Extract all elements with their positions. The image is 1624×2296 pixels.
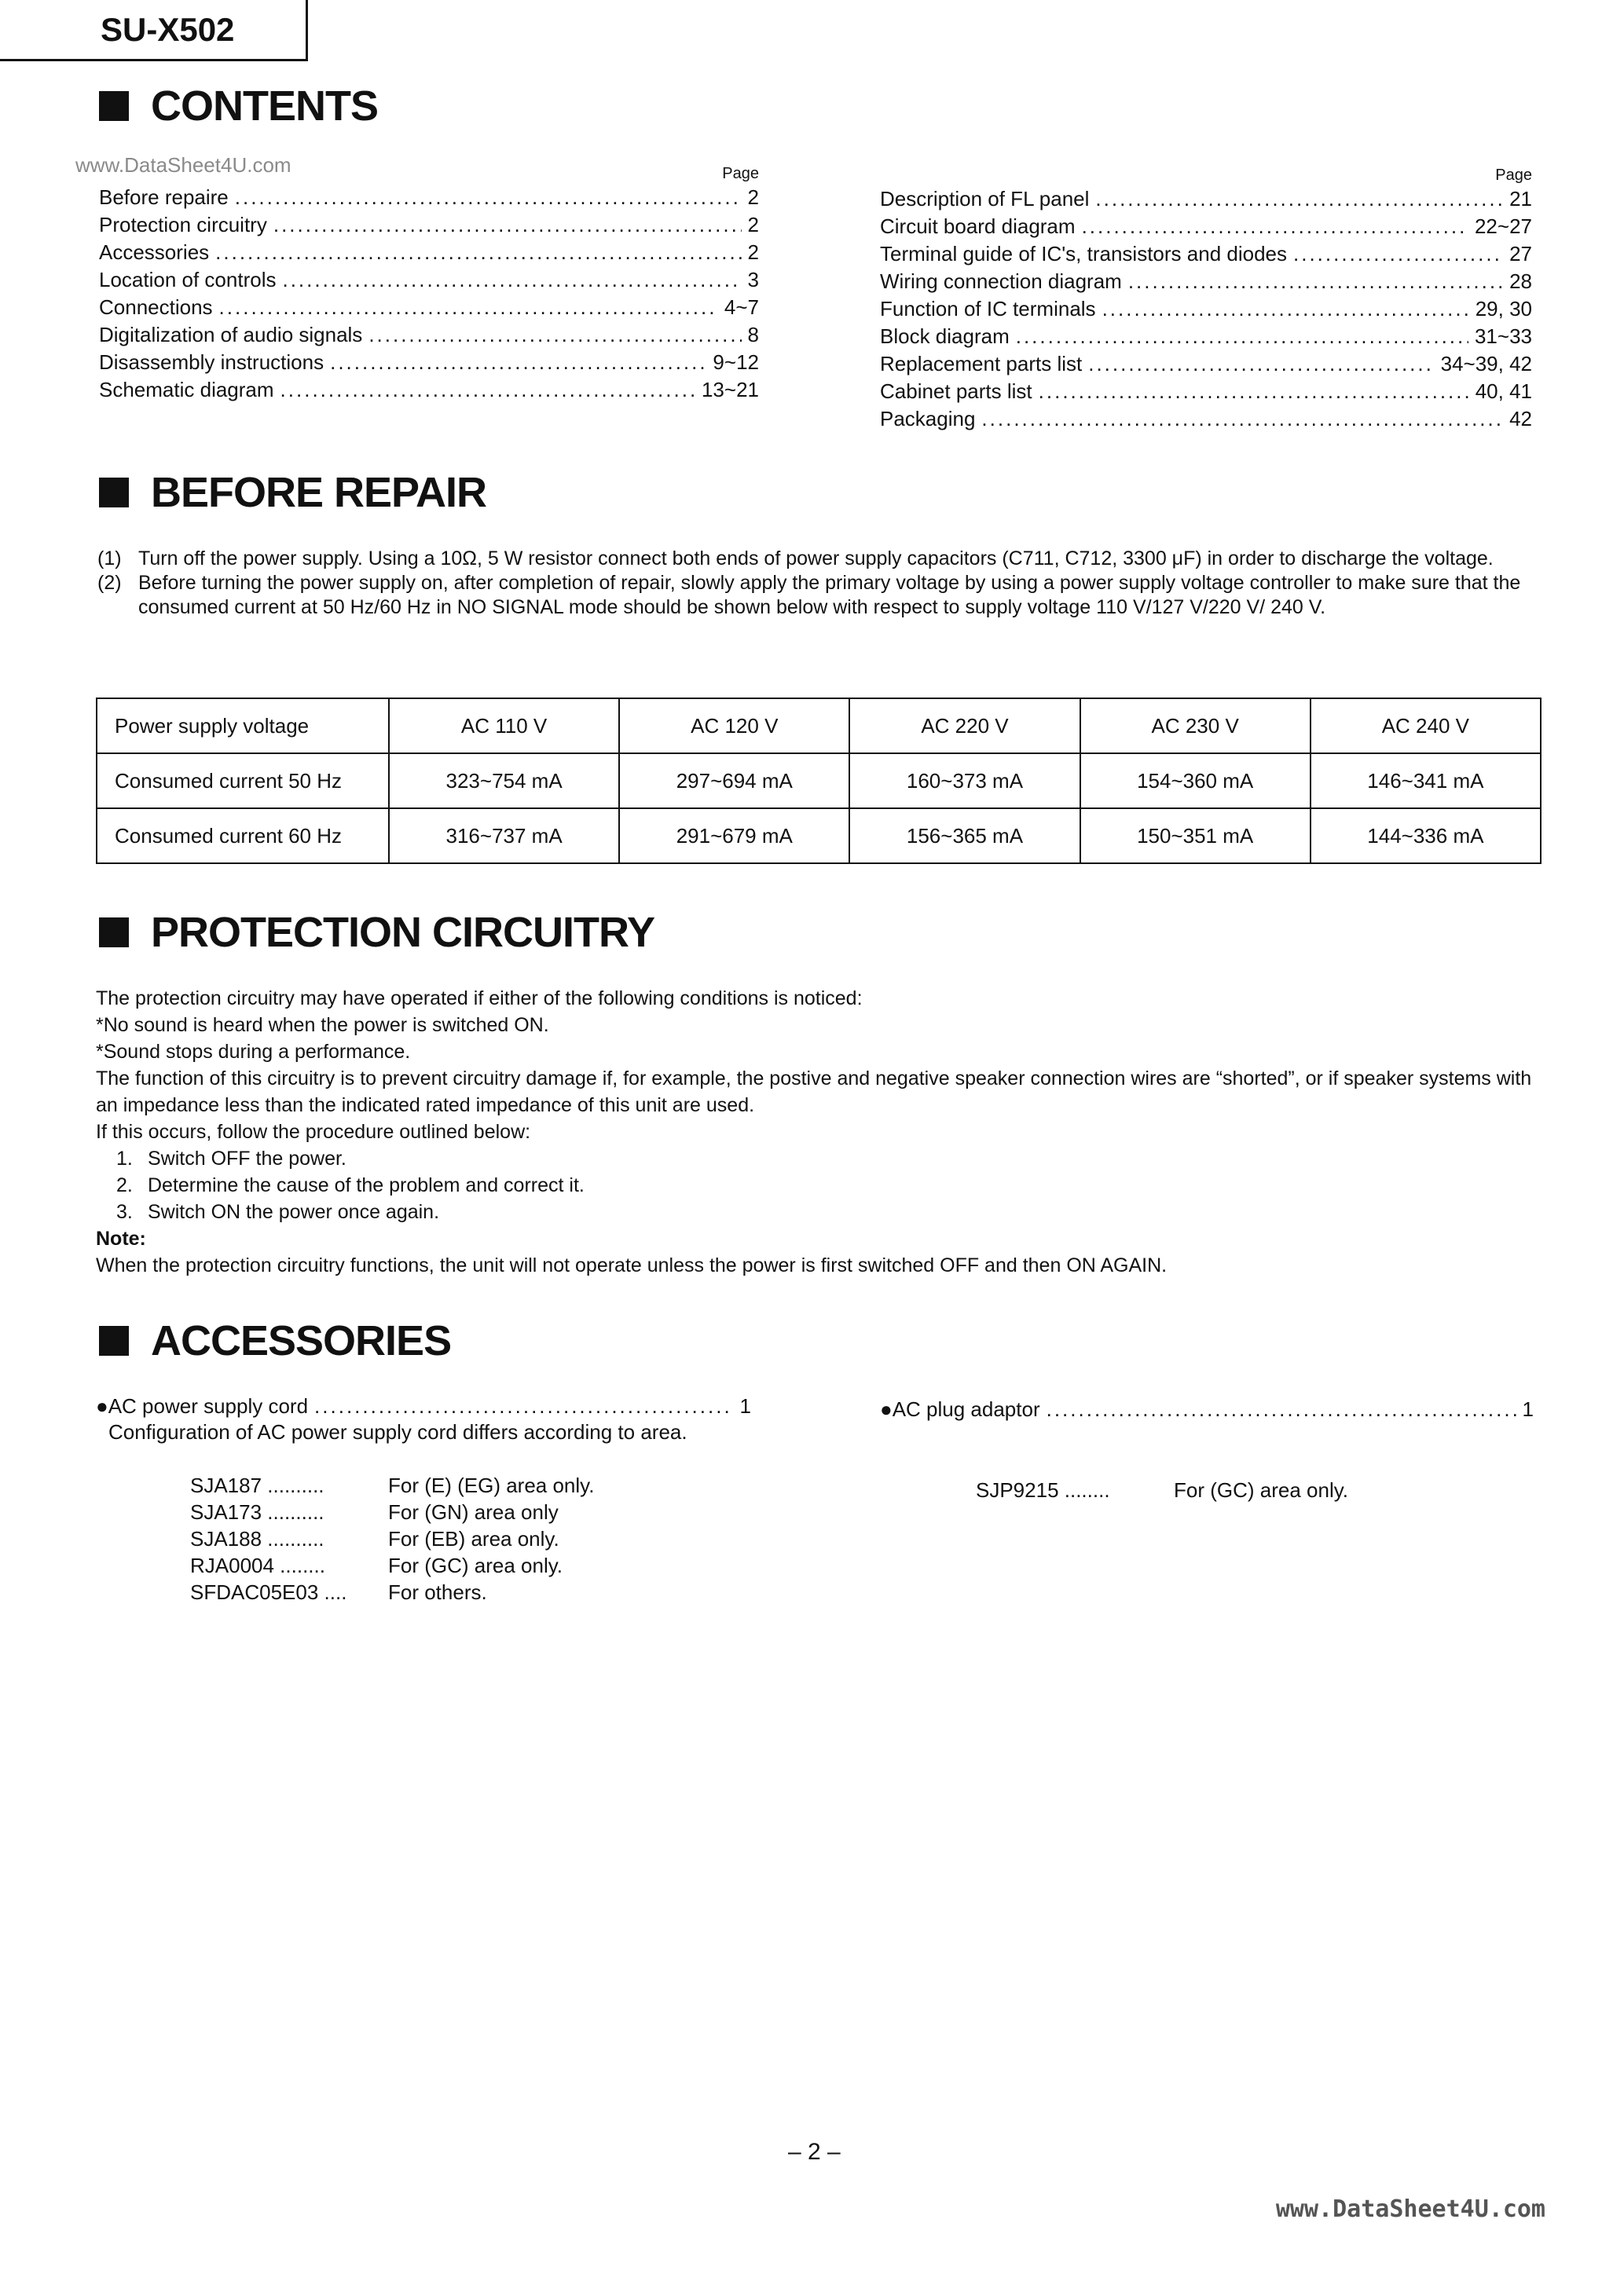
toc-entry-page: 31~33 [1474, 324, 1532, 348]
table-row-header: Power supply voltage [97, 698, 389, 753]
accessory-label: ●AC plug adaptor [880, 1397, 1040, 1421]
toc-entry [99, 185, 759, 213]
accessory-qty: 1 [739, 1394, 751, 1418]
page-number: – 2 – [788, 2139, 841, 2165]
toc-entry-title: Terminal guide of IC's, transistors and diodes [880, 242, 1287, 265]
accessory-label: ●AC power supply cord [96, 1394, 309, 1418]
table-row-header: Consumed current 50 Hz [97, 753, 389, 808]
table-cell: AC 120 V [619, 698, 849, 753]
table-cell: AC 240 V [1311, 698, 1541, 753]
toc-entry-page: 13~21 [701, 378, 759, 401]
heading-square-icon [99, 917, 129, 947]
watermark-bottom: www.DataSheet4U.com [1275, 2195, 1545, 2223]
toc-entry-page: 2 [747, 185, 759, 209]
contents-title: CONTENTS [151, 82, 378, 130]
protection-intro: The protection circuitry may have operated if either of the following conditions is noticed: [96, 987, 863, 1009]
protection-condition: *No sound is heard when the power is switched ON. [96, 1014, 549, 1036]
heading-square-icon [99, 478, 129, 507]
table-cell: 316~737 mA [389, 808, 619, 863]
toc-entry [99, 323, 759, 350]
table-cell: 144~336 mA [1311, 808, 1541, 863]
part-code: SJA187 .......... [190, 1474, 324, 1497]
before-repair-title: BEFORE REPAIR [151, 469, 487, 516]
plug-code-list [976, 1477, 1348, 1503]
part-code: SJP9215 ........ [976, 1478, 1110, 1502]
toc-leader [981, 407, 1503, 431]
table-cell: 150~351 mA [1080, 808, 1311, 863]
toc-entry-page: 28 [1509, 269, 1532, 293]
toc-leader [1088, 352, 1434, 376]
toc-entry [880, 407, 1532, 434]
table-cell: AC 220 V [849, 698, 1080, 753]
area-text: For (E) (EG) area only. [388, 1474, 595, 1497]
table-cell: 156~365 mA [849, 808, 1080, 863]
accessory-qty: 1 [1522, 1397, 1534, 1421]
cord-note: Configuration of AC power supply cord differs according to area. [108, 1420, 687, 1444]
toc-leader [280, 378, 695, 402]
procedure-step [96, 1199, 1545, 1225]
toc-leader [330, 350, 706, 375]
step-text: Determine the cause of the problem and correct it. [148, 1174, 585, 1196]
toc-entry-title: Function of IC terminals [880, 297, 1096, 320]
toc-leader [1082, 214, 1468, 239]
toc-entry-title: Circuit board diagram [880, 214, 1076, 238]
toc-entry-page: 29, 30 [1475, 297, 1532, 320]
accessory-leader [314, 1394, 733, 1419]
accessories-heading [99, 1316, 451, 1365]
toc-entry-page: 9~12 [713, 350, 759, 374]
instruction-number: (1) [97, 547, 122, 569]
note-text: When the protection circuitry functions, the unit will not operate unless the power is first switched OFF and then ON AGAIN. [96, 1254, 1168, 1276]
toc-entry [99, 268, 759, 295]
note-label: Note: [96, 1228, 146, 1250]
toc-page-label: Page [722, 165, 759, 182]
step-number: 2. [116, 1174, 133, 1196]
toc-entry [880, 269, 1532, 297]
toc-leader [1039, 379, 1469, 404]
list-item [190, 1552, 594, 1579]
toc-leader [1016, 324, 1468, 349]
toc-entry-title: Wiring connection diagram [880, 269, 1122, 293]
toc-entry [99, 213, 759, 240]
step-number: 3. [116, 1201, 133, 1223]
step-number: 1. [116, 1148, 133, 1170]
table-cell: AC 230 V [1080, 698, 1311, 753]
table-cell: 146~341 mA [1311, 753, 1541, 808]
heading-square-icon [99, 1326, 129, 1356]
toc-entry [880, 324, 1532, 352]
toc-entry [99, 295, 759, 323]
toc-entry [99, 378, 759, 405]
toc-entry-page: 27 [1509, 242, 1532, 265]
model-number: SU-X502 [101, 11, 235, 48]
area-text: For (GC) area only. [1174, 1478, 1349, 1502]
toc-entry-title: Connections [99, 295, 213, 319]
toc-entry [99, 240, 759, 268]
accessories-title: ACCESSORIES [151, 1317, 452, 1364]
consumed-current-table [96, 698, 1542, 864]
procedure-step [96, 1172, 1545, 1199]
part-code: RJA0004 ........ [190, 1554, 325, 1577]
table-row [97, 753, 1541, 808]
table-row-header: Consumed current 60 Hz [97, 808, 389, 863]
protection-heading [99, 908, 654, 957]
toc-leader [282, 268, 741, 292]
toc-entry-page: 3 [747, 268, 759, 291]
instruction-text: Before turning the power supply on, after completion of repair, slowly apply the primary voltage by using a power supply voltage controller to make sure that the consumed current at 50 Hz/60 Hz in NO SIGNAL mode should be shown below with respect to supply voltage 110 V/127 V/220 V/ 240 V. [138, 572, 1521, 618]
toc-entry-page: 2 [747, 213, 759, 236]
toc-entry-title: Replacement parts list [880, 352, 1083, 375]
list-item [976, 1477, 1348, 1503]
table-cell: 154~360 mA [1080, 753, 1311, 808]
instruction-text: Turn off the power supply. Using a 10Ω, 5 W resistor connect both ends of power supply capacitors (C711, C712, 3300 μF) in order to discharge the voltage. [138, 547, 1494, 569]
toc-leader [1293, 242, 1503, 266]
area-text: For (EB) area only. [388, 1527, 559, 1551]
table-cell: AC 110 V [389, 698, 619, 753]
model-tab [0, 0, 308, 61]
toc-leader [219, 295, 718, 320]
list-item [190, 1499, 594, 1525]
accessory-ac-cord [96, 1394, 751, 1419]
cord-code-list [190, 1472, 594, 1606]
step-text: Switch ON the power once again. [148, 1201, 440, 1223]
table-cell: 297~694 mA [619, 753, 849, 808]
toc-entry-title: Cabinet parts list [880, 379, 1032, 403]
part-code: SJA173 .......... [190, 1500, 324, 1524]
watermark-top: www.DataSheet4U.com [75, 153, 291, 177]
before-repair-instructions [97, 547, 1543, 620]
toc-leader [273, 213, 742, 237]
table-cell: 323~754 mA [389, 753, 619, 808]
table-cell: 160~373 mA [849, 753, 1080, 808]
procedure-step [96, 1145, 1545, 1172]
toc-right-column [880, 167, 1532, 434]
toc-entry-page: 40, 41 [1475, 379, 1532, 403]
toc-entry [880, 242, 1532, 269]
toc-entry-title: Packaging [880, 407, 976, 430]
toc-entry-title: Digitalization of audio signals [99, 323, 363, 346]
toc-entry-title: Location of controls [99, 268, 277, 291]
accessory-plug-adaptor [880, 1397, 1534, 1422]
toc-entry-title: Disassembly instructions [99, 350, 324, 374]
protection-condition: *Sound stops during a performance. [96, 1041, 411, 1063]
toc-entry-page: 4~7 [724, 295, 759, 319]
protection-title: PROTECTION CIRCUITRY [151, 909, 654, 956]
protection-function-text: The function of this circuitry is to prevent circuitry damage if, for example, the postive and negative speaker connection wires are “shorted”, or if speaker systems with an impedance less than the indicated rated impedance of this unit are used. [96, 1067, 1532, 1116]
table-row [97, 808, 1541, 863]
toc-leader [1095, 187, 1503, 211]
toc-leader [215, 240, 741, 265]
toc-entry-page: 22~27 [1474, 214, 1532, 238]
toc-entry-page: 8 [747, 323, 759, 346]
toc-entry-title: Block diagram [880, 324, 1010, 348]
table-row [97, 698, 1541, 753]
protection-body [96, 985, 1545, 1279]
toc-entry [99, 350, 759, 378]
toc-entry-page: 42 [1509, 407, 1532, 430]
instruction-item [97, 547, 1543, 571]
accessory-leader [1047, 1397, 1516, 1422]
table-cell: 291~679 mA [619, 808, 849, 863]
instruction-item [97, 571, 1543, 620]
toc-entry-page: 2 [747, 240, 759, 264]
part-code: SJA188 .......... [190, 1527, 324, 1551]
instruction-number: (2) [97, 572, 122, 594]
toc-entry-title: Protection circuitry [99, 213, 267, 236]
toc-page-label: Page [1495, 167, 1532, 184]
toc-entry [880, 187, 1532, 214]
list-item [190, 1472, 594, 1499]
area-text: For (GN) area only [388, 1500, 559, 1524]
toc-entry-page: 21 [1509, 187, 1532, 211]
toc-entry-title: Schematic diagram [99, 378, 274, 401]
area-text: For others. [388, 1580, 487, 1604]
toc-entry-title: Accessories [99, 240, 210, 264]
list-item [190, 1579, 594, 1606]
step-text: Switch OFF the power. [148, 1148, 346, 1170]
before-repair-heading [99, 468, 486, 517]
toc-entry [880, 352, 1532, 379]
toc-entry-page: 34~39, 42 [1440, 352, 1532, 375]
toc-left-column [99, 165, 759, 405]
toc-entry-title: Description of FL panel [880, 187, 1090, 211]
toc-entry [880, 214, 1532, 242]
toc-leader [235, 185, 742, 210]
list-item [190, 1525, 594, 1552]
toc-entry [880, 379, 1532, 407]
protection-follow-text: If this occurs, follow the procedure outlined below: [96, 1121, 531, 1143]
contents-heading [99, 82, 378, 130]
toc-entry [880, 297, 1532, 324]
heading-square-icon [99, 91, 129, 121]
area-text: For (GC) area only. [388, 1554, 563, 1577]
part-code: SFDAC05E03 .... [190, 1580, 347, 1604]
toc-leader [1102, 297, 1469, 321]
toc-entry-title: Before repaire [99, 185, 229, 209]
toc-leader [368, 323, 741, 347]
toc-leader [1128, 269, 1503, 294]
